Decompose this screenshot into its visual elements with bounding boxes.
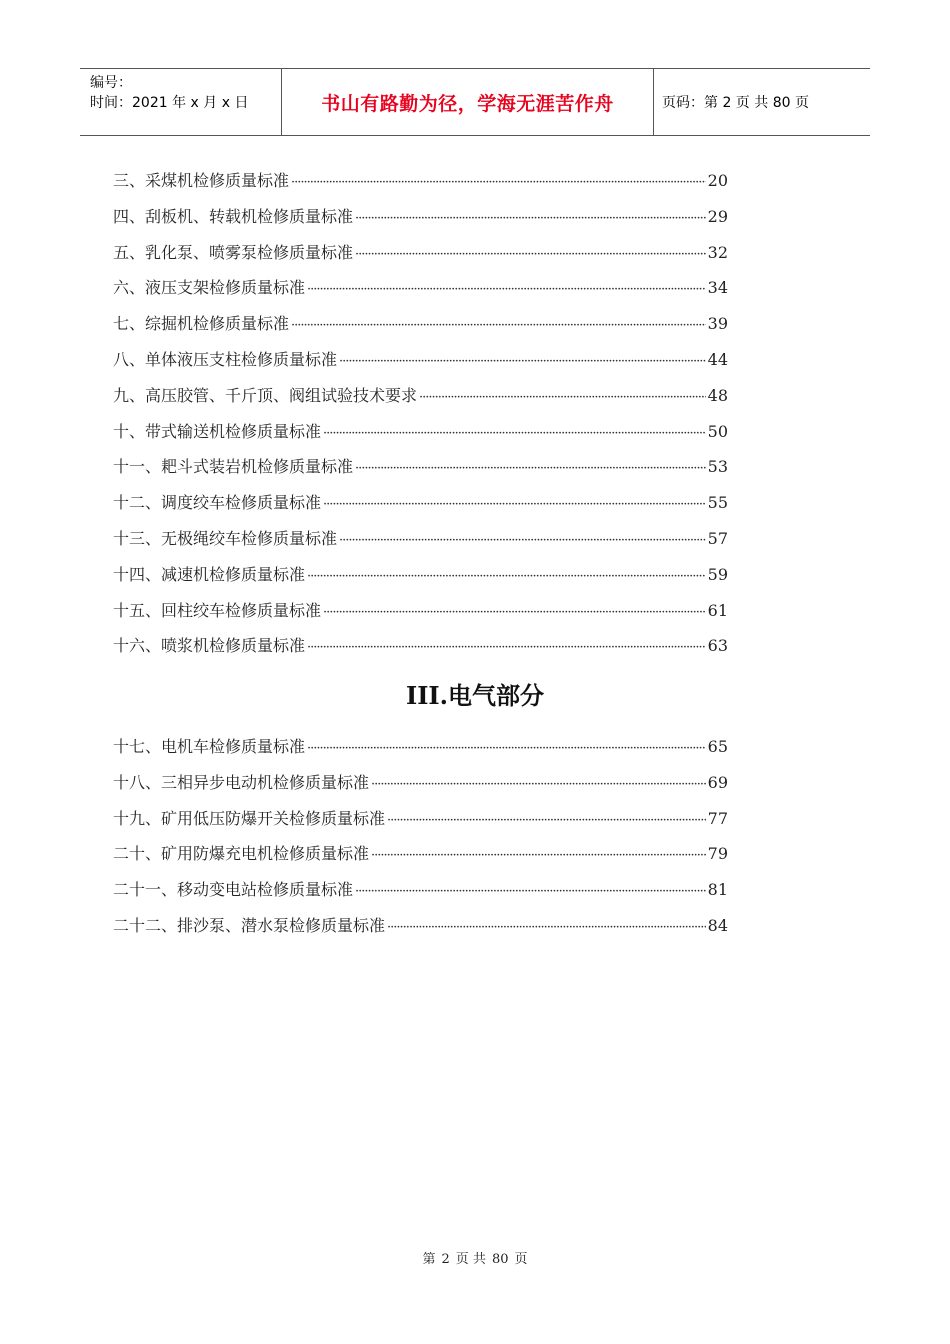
toc-entry-page: 61 <box>707 600 728 620</box>
page-header <box>80 68 870 136</box>
footer-suffix: 页 <box>514 1252 528 1267</box>
toc-entry-title: 十二、调度绞车检修质量标准 <box>113 493 322 513</box>
toc-leader-dots <box>355 461 706 476</box>
page-footer <box>0 1248 950 1267</box>
toc-entry-page: 63 <box>707 636 728 656</box>
toc-leader-dots <box>291 175 706 190</box>
toc-entry-title: 十、带式输送机检修质量标准 <box>113 421 322 441</box>
document-time-label: 时间：2021 年 x 月 x 日 <box>90 95 249 111</box>
toc-entry-page: 81 <box>707 880 728 900</box>
toc-entry-page: 57 <box>707 528 728 548</box>
toc-entry-title: 三、采煤机检修质量标准 <box>113 171 290 190</box>
toc-list-electrical <box>113 734 728 949</box>
toc-entry[interactable] <box>113 806 728 842</box>
toc-entry-title: 二十二、排沙泵、潜水泵检修质量标准 <box>113 915 386 935</box>
toc-entry-page: 79 <box>707 844 728 864</box>
toc-leader-dots <box>323 605 706 620</box>
toc-entry-page: 44 <box>707 349 728 369</box>
toc-entry[interactable] <box>113 168 728 204</box>
header-meta-cell <box>80 69 282 135</box>
toc-entry-title: 四、刮板机、转载机检修质量标准 <box>113 206 354 226</box>
toc-entry[interactable] <box>113 913 728 949</box>
toc-leader-dots <box>419 390 706 405</box>
toc-entry-title: 十三、无极绳绞车检修质量标准 <box>113 528 338 548</box>
toc-leader-dots <box>387 813 706 828</box>
toc-entry-page: 34 <box>707 278 728 298</box>
toc-leader-dots <box>323 497 706 512</box>
toc-entry-title: 十六、喷浆机检修质量标准 <box>113 636 306 656</box>
toc-leader-dots <box>307 569 706 584</box>
toc-entry[interactable] <box>113 877 728 913</box>
toc-leader-dots <box>371 848 706 863</box>
toc-entry-page: 20 <box>707 171 728 190</box>
toc-entry-title: 七、综掘机检修质量标准 <box>113 314 290 334</box>
toc-entry-title: 五、乳化泵、喷雾泵检修质量标准 <box>113 242 354 262</box>
toc-entry-title: 十九、矿用低压防爆开关检修质量标准 <box>113 808 386 828</box>
toc-entry-title: 十七、电机车检修质量标准 <box>113 737 306 756</box>
toc-entry-page: 39 <box>707 314 728 334</box>
toc-entry-page: 84 <box>707 915 728 935</box>
toc-entry[interactable] <box>113 204 728 240</box>
toc-entry-page: 50 <box>707 421 728 441</box>
toc-entry-title: 十五、回柱绞车检修质量标准 <box>113 600 322 620</box>
toc-entry-page: 53 <box>707 457 728 477</box>
footer-page-number: 2 <box>441 1252 450 1267</box>
toc-entry[interactable] <box>113 841 728 877</box>
header-page-info: 页码：第 2 页 共 80 页 <box>662 95 809 111</box>
toc-leader-dots <box>355 884 706 899</box>
toc-entry-title: 十四、减速机检修质量标准 <box>113 564 306 584</box>
toc-leader-dots <box>371 777 706 792</box>
toc-entry-title: 二十、矿用防爆充电机检修质量标准 <box>113 844 370 864</box>
toc-leader-dots <box>355 247 706 262</box>
toc-entry-page: 55 <box>707 493 728 513</box>
toc-entry[interactable] <box>113 490 728 526</box>
toc-entry[interactable] <box>113 734 728 770</box>
header-motto-cell <box>282 69 654 135</box>
toc-entry[interactable] <box>113 240 728 276</box>
toc-leader-dots <box>307 282 706 297</box>
toc-entry[interactable] <box>113 562 728 598</box>
toc-leader-dots <box>339 533 706 548</box>
toc-leader-dots <box>307 640 706 655</box>
toc-entry[interactable] <box>113 275 728 311</box>
toc-list-mechanical <box>113 168 728 669</box>
toc-entry-page: 65 <box>707 737 728 756</box>
toc-entry-page: 48 <box>707 385 728 405</box>
toc-entry[interactable] <box>113 454 728 490</box>
toc-entry-page: 29 <box>707 206 728 226</box>
section-heading-electrical: III.电气部分 <box>405 681 545 710</box>
toc-entry-title: 十一、耙斗式装岩机检修质量标准 <box>113 457 354 477</box>
toc-entry-title: 八、单体液压支柱检修质量标准 <box>113 349 338 369</box>
footer-total-pages: 80 <box>491 1252 509 1267</box>
toc-entry-title: 九、高压胶管、千斤顶、阀组试验技术要求 <box>113 385 418 405</box>
toc-entry[interactable] <box>113 633 728 669</box>
toc-entry[interactable] <box>113 770 728 806</box>
toc-entry-title: 二十一、移动变电站检修质量标准 <box>113 880 354 900</box>
toc-entry-page: 59 <box>707 564 728 584</box>
header-motto: 书山有路勤为径，学海无涯苦作舟 <box>321 92 614 115</box>
toc-entry[interactable] <box>113 419 728 455</box>
toc-entry[interactable] <box>113 526 728 562</box>
toc-leader-dots <box>339 354 706 369</box>
toc-entry[interactable] <box>113 383 728 419</box>
toc-leader-dots <box>307 741 706 756</box>
toc-entry-page: 69 <box>707 772 728 792</box>
document-number-label: 编号： <box>90 75 132 91</box>
toc-leader-dots <box>323 426 706 441</box>
toc-entry[interactable] <box>113 347 728 383</box>
footer-middle: 页 共 <box>455 1252 486 1267</box>
toc-entry-title: 十八、三相异步电动机检修质量标准 <box>113 772 370 792</box>
toc-entry-title: 六、液压支架检修质量标准 <box>113 278 306 298</box>
header-page-cell <box>654 69 870 135</box>
toc-leader-dots <box>291 318 706 333</box>
toc-entry[interactable] <box>113 598 728 634</box>
toc-leader-dots <box>387 920 706 935</box>
toc-entry-page: 77 <box>707 808 728 828</box>
toc-leader-dots <box>355 211 706 226</box>
footer-prefix: 第 <box>422 1252 436 1267</box>
toc-entry-page: 32 <box>707 242 728 262</box>
toc-entry[interactable] <box>113 311 728 347</box>
